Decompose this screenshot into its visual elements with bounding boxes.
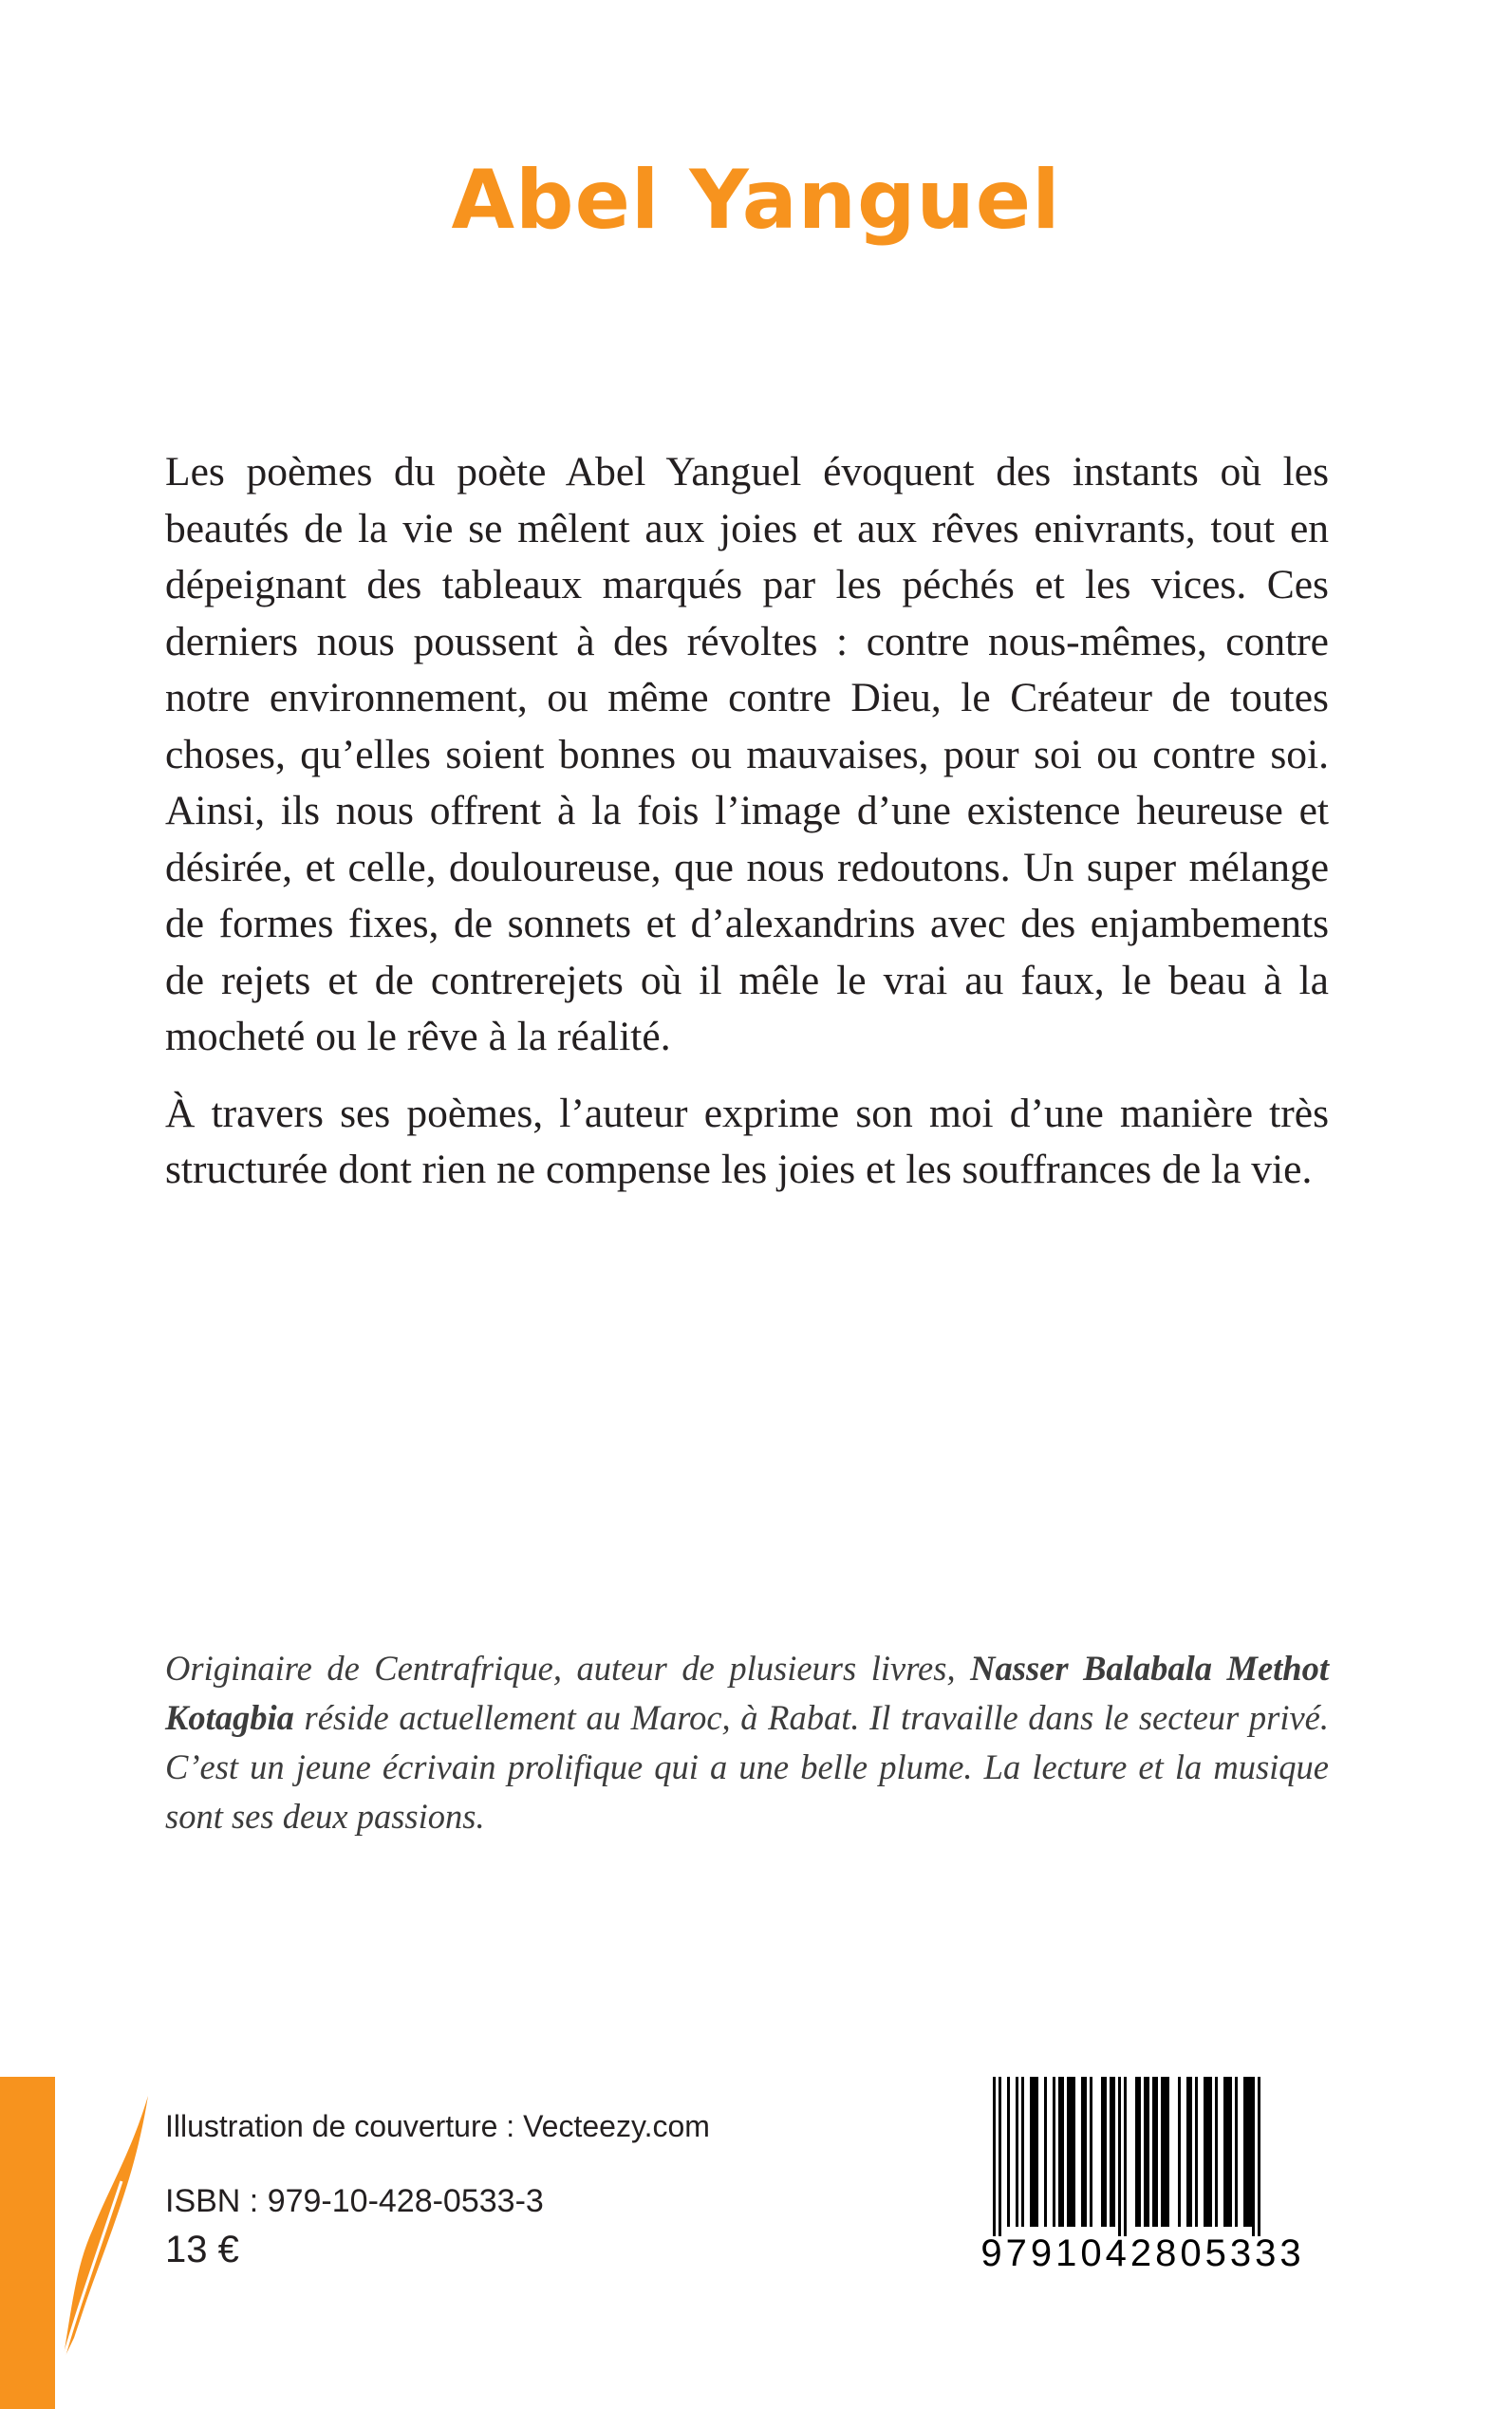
barcode-bar <box>1243 2077 1252 2227</box>
barcode-bar <box>1215 2077 1218 2227</box>
barcode-bar <box>1235 2077 1238 2227</box>
barcode-bar <box>1016 2077 1018 2227</box>
barcode-bar <box>1186 2077 1192 2227</box>
barcode-bar <box>1178 2077 1181 2227</box>
barcode-bar <box>993 2077 996 2236</box>
book-title: Abel Yanguel <box>451 153 1061 248</box>
barcode-bar <box>1067 2077 1075 2227</box>
barcode-bar <box>1090 2077 1092 2227</box>
barcode-bar <box>1144 2077 1149 2227</box>
barcode-bar <box>1058 2077 1064 2227</box>
barcode-bar <box>1124 2077 1127 2236</box>
blurb-paragraph: Les poèmes du poète Abel Yanguel évoquent des instants où les beautés de la vie se mêlent aux joies et aux rêves enivrants, tout en dépeignant des tableaux marqués par les péchés et les vices. Ces derniers nous poussent à des révoltes : contre nous-mêmes, contre notre environnement, ou même contre Dieu, le Créateur de toutes choses, qu’elles soient bonnes ou mauvaises, pour soi ou contre soi. Ainsi, ils nous offrent à la fois l’image d’une existence heureuse et désirée, et celle, douloureuse, que nous redoutons. Un super mélange de formes fixes, de sonnets et d’alexandrins avec des enjambements de rejets et de contrerejets où il mêle le vrai au faux, le beau à la mocheté ou le rêve à la réalité. <box>165 449 1329 1059</box>
barcode <box>959 2077 1338 2238</box>
barcode-panel <box>959 2077 1338 2352</box>
barcode-bar <box>1195 2077 1198 2227</box>
barcode-bar <box>1118 2077 1121 2236</box>
barcode-bar <box>1223 2077 1232 2227</box>
barcode-number: 9791042805333 <box>980 2232 1305 2274</box>
price: 13 € <box>165 2229 239 2270</box>
blurb-paragraph: À travers ses poèmes, l’auteur exprime son moi d’une manière très structurée dont rien ne compense les joies et les souffrances de la vie. <box>165 1090 1329 1192</box>
barcode-bar <box>999 2077 1001 2236</box>
barcode-bar <box>1152 2077 1158 2227</box>
back-cover-blurb <box>165 444 1329 1219</box>
author-bio <box>165 1644 1329 1841</box>
barcode-bar <box>1258 2077 1260 2236</box>
isbn: ISBN : 979-10-428-0533-3 <box>165 2183 544 2219</box>
barcode-bar <box>1021 2077 1024 2227</box>
barcode-bar <box>1030 2077 1038 2227</box>
barcode-bar <box>1053 2077 1055 2227</box>
barcode-bar <box>1161 2077 1169 2227</box>
barcode-bar <box>1252 2077 1255 2236</box>
cover-credit: Illustration de couverture : Vecteezy.com <box>165 2109 710 2143</box>
orange-side-bar <box>0 2077 55 2409</box>
bio-text: Originaire de Centrafrique, auteur de plusieurs livres, <box>165 1649 971 1688</box>
barcode-bar <box>1081 2077 1087 2227</box>
barcode-bar <box>1110 2077 1115 2227</box>
barcode-bar <box>1044 2077 1047 2227</box>
feather-icon <box>55 2077 150 2362</box>
barcode-bar <box>1135 2077 1141 2227</box>
bio-text: réside actuellement au Maroc, à Rabat. Il travaille dans le secteur privé. C’est un jeune écrivain prolifique qui a une belle plume. La lecture et la musique sont ses deux passions. <box>165 1698 1329 1836</box>
barcode-bar <box>1204 2077 1212 2227</box>
barcode-bar <box>1101 2077 1107 2227</box>
barcode-bar <box>1007 2077 1010 2227</box>
author-name: Nasser Balabala Methot Kotagbia <box>165 1649 1329 1737</box>
